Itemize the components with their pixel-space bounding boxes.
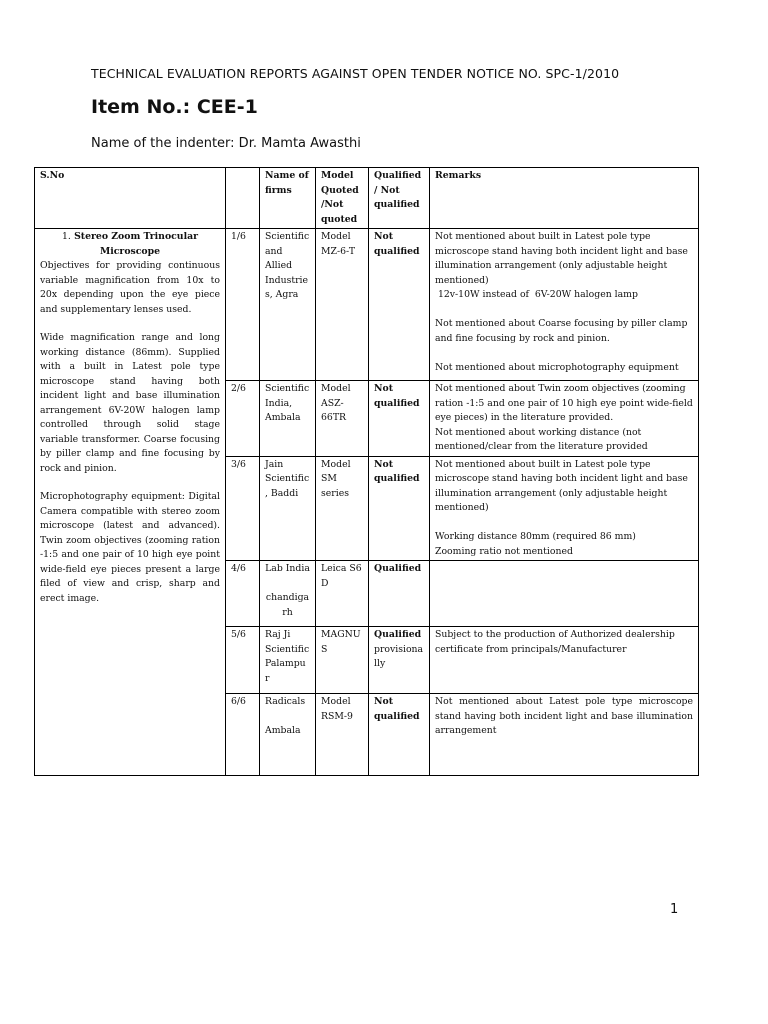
table-row bbox=[35, 229, 699, 381]
row-model: MAGNUS bbox=[316, 627, 369, 694]
remark-gap bbox=[435, 346, 693, 361]
remark-line: Subject to the production of Authorized dealership certificate from principals/Manufacturer bbox=[435, 629, 675, 655]
remark-line: Zooming ratio not mentioned bbox=[435, 545, 573, 557]
row-sno: 2/6 bbox=[226, 381, 260, 457]
remark-gap bbox=[265, 577, 310, 592]
row-remarks bbox=[430, 694, 699, 776]
header-sno: S.No bbox=[35, 168, 226, 229]
item-description-paragraph: Objectives for providing continuous variable magnification from 10x to 20x depending upon the eye piece and supplementary lenses used. bbox=[40, 260, 220, 315]
item-description-paragraph: Wide magnification range and long working distance (86mm). Supplied with a built in Latest pole type microscope stand having both incident light and base illumination arrangement 6V-20W halogen lamp controlled through solid stage variable transformer. Coarse focusing by piller clamp and fine focusing by rock and pinion. bbox=[40, 332, 220, 474]
row-firm bbox=[260, 694, 316, 776]
remark-line: Not mentioned about Coarse focusing by piller clamp and fine focusing by rock and pinion. bbox=[435, 318, 688, 344]
row-sno: 4/6 bbox=[226, 561, 260, 627]
table-header-row bbox=[35, 168, 699, 229]
item-description-number: 1. bbox=[61, 231, 71, 242]
row-firm-name: Lab India bbox=[265, 563, 310, 574]
item-description-cell bbox=[35, 229, 226, 776]
row-firm: Scientific and Allied Industries, Agra bbox=[260, 229, 316, 381]
remark-line: Not mentioned about microphotography equipment bbox=[435, 361, 679, 373]
remark-line: 12v-10W instead of 6V-20W halogen lamp bbox=[435, 289, 638, 300]
row-firm-name: Radicals bbox=[265, 696, 306, 707]
row-firm: Scientific India, Ambala bbox=[260, 381, 316, 457]
row-status-label: Qualified bbox=[374, 629, 422, 640]
item-description-title bbox=[40, 230, 220, 259]
document-heading: TECHNICAL EVALUATION REPORTS AGAINST OPEN TENDER NOTICE NO. SPC-1/2010 bbox=[91, 66, 620, 81]
remark-gap bbox=[265, 710, 310, 725]
row-firm: Raj Ji Scientific Palampur bbox=[260, 627, 316, 694]
row-model: Model ASZ-66TR bbox=[316, 381, 369, 457]
row-model: Model MZ-6-T bbox=[316, 229, 369, 381]
header-firms: Name of firms bbox=[260, 168, 316, 229]
item-description-name: Stereo Zoom Trinocular Microscope bbox=[74, 231, 199, 257]
row-remarks bbox=[430, 229, 699, 381]
row-firm bbox=[260, 561, 316, 627]
page-number: 1 bbox=[670, 902, 679, 917]
row-status: Not qualified bbox=[369, 456, 430, 561]
header-model: Model Quoted /Not quoted bbox=[316, 168, 369, 229]
row-sno: 1/6 bbox=[226, 229, 260, 381]
remark-gap bbox=[435, 303, 693, 318]
remark-line: Not mentioned about built in Latest pole type microscope stand having both incident light and base illumination arrangement (only adjustable height mentioned) bbox=[435, 231, 688, 286]
header-remarks: Remarks bbox=[430, 168, 699, 229]
row-sno: 6/6 bbox=[226, 694, 260, 776]
row-remarks bbox=[430, 627, 699, 694]
row-firm: Jain Scientific, Baddi bbox=[260, 456, 316, 561]
row-status: Not qualified bbox=[369, 381, 430, 457]
remark-line: Working distance 80mm (required 86 mm) bbox=[435, 531, 636, 542]
row-sno: 5/6 bbox=[226, 627, 260, 694]
item-description-paragraph: Microphotography equipment: Digital Camera compatible with stereo zoom microscope (latest and advanced). Twin zoom objectives (zooming ration -1:5 and one pair of 10 high eye point wide-field eye pieces present a large filed of view and crisp, sharp and erect image. bbox=[40, 491, 220, 604]
remark-line: Not mentioned about built in Latest pole type microscope stand having both incident light and base illumination arrangement (only adjustable height mentioned) bbox=[435, 458, 688, 513]
row-model: Leica S6 D bbox=[316, 561, 369, 627]
header-qualified: Qualified/ Not qualified bbox=[369, 168, 430, 229]
remark-line: Not mentioned about working distance (not mentioned/clear from the literature provided bbox=[435, 426, 648, 452]
row-remarks bbox=[430, 561, 699, 627]
evaluation-table bbox=[34, 167, 699, 776]
row-model: Model SM series bbox=[316, 456, 369, 561]
remark-gap bbox=[435, 516, 693, 531]
remark-line: Not mentioned about Latest pole type microscope stand having both incident light and base illumination arrangement bbox=[435, 696, 693, 736]
row-status-note: provisionally bbox=[374, 643, 424, 669]
indenter-name: Name of the indenter: Dr. Mamta Awasthi bbox=[91, 136, 361, 151]
row-remarks bbox=[430, 381, 699, 457]
header-blank bbox=[226, 168, 260, 229]
row-firm-city: Ambala bbox=[265, 725, 301, 736]
row-model: Model RSM-9 bbox=[316, 694, 369, 776]
item-number-title: Item No.: CEE-1 bbox=[91, 96, 258, 118]
row-firm-city: chandigarh bbox=[265, 592, 310, 618]
row-status bbox=[369, 627, 430, 694]
row-status: Qualified bbox=[369, 561, 430, 627]
row-remarks bbox=[430, 456, 699, 561]
row-status: Not qualified bbox=[369, 694, 430, 776]
row-sno: 3/6 bbox=[226, 456, 260, 561]
remark-line: Not mentioned about Twin zoom objectives (zooming ration -1:5 and one pair of 10 high eye point wide-field eye pieces) in the literature provided. bbox=[435, 383, 693, 423]
row-status: Not qualified bbox=[369, 229, 430, 381]
